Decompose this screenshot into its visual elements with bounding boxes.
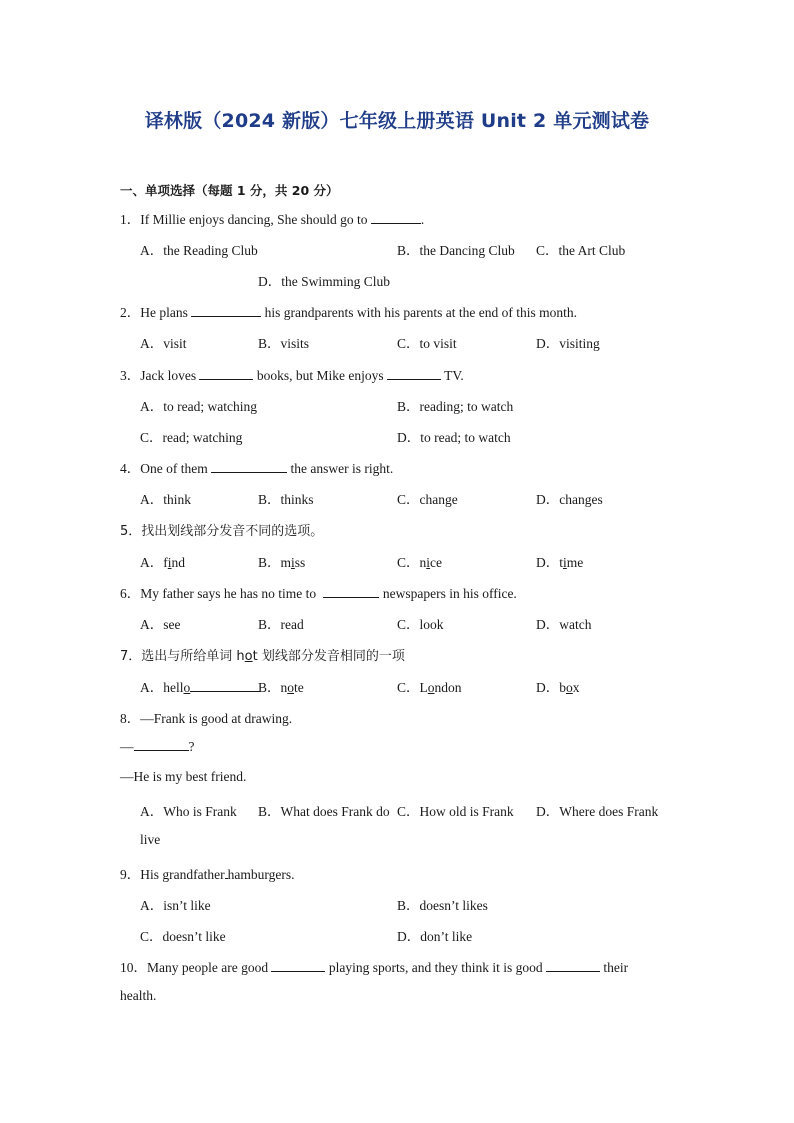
option-b: B．thinks (258, 492, 314, 507)
answer-blank (271, 959, 325, 972)
question-stem-end: his grandparents with his parents at the end of this month. (264, 305, 577, 320)
underline-rule (190, 680, 260, 692)
option-d: D．watch (536, 617, 592, 632)
option-a: A．to read; watching (140, 399, 257, 414)
question-stem: 6．My father says he has no time to (120, 586, 317, 601)
answer-blank (387, 367, 441, 380)
question-stem: 2．He plans (120, 305, 188, 320)
option-a: A．hello (140, 676, 260, 696)
page-title: 译林版（2024 新版）七年级上册英语 Unit 2 单元测试卷 (144, 110, 650, 132)
option-a: A．isn’t like (140, 898, 211, 913)
question-stem-end: their (603, 960, 629, 975)
punctuation: . (420, 212, 425, 227)
question-stem: 3．Jack loves (120, 368, 197, 383)
option-a: A．visit (140, 336, 187, 351)
answer-blank (323, 585, 379, 598)
option-c: C．the Art Club (536, 243, 626, 258)
dialogue-line: — ? (120, 739, 195, 754)
option-d: D．visiting (536, 336, 600, 351)
option-c: C．change (397, 492, 458, 507)
option-c: C．look (397, 617, 444, 632)
option-c: C．read; watching (140, 430, 243, 445)
question-6 (120, 582, 517, 602)
option-a: A．see (140, 617, 181, 632)
question-10 (120, 956, 628, 976)
option-d: D．box (536, 680, 580, 695)
question-5: 5．找出划线部分发音不同的选项。 (120, 524, 324, 539)
answer-blank (134, 738, 189, 751)
dialogue-line: —He is my best friend. (120, 769, 247, 784)
option-d-continued: live (140, 832, 161, 847)
question-stem-end: newspapers in his office. (382, 586, 517, 601)
option-b: B．visits (258, 336, 310, 351)
option-c: C．nice (397, 555, 443, 570)
option-b: B．miss (258, 555, 306, 570)
question-8: 8．—Frank is good at drawing. (120, 711, 293, 726)
option-d: D．Where does Frank (536, 804, 659, 819)
option-a: A．think (140, 492, 192, 507)
question-1 (120, 208, 424, 228)
question-7: 7．选出与所给单词 hot 划线部分发音相同的一项 (120, 649, 405, 664)
option-b: B．reading; to watch (397, 399, 514, 414)
answer-blank (191, 304, 261, 317)
option-b: B．What does Frank do (258, 804, 390, 819)
question-stem-middle: playing sports, and they think it is good (328, 960, 543, 975)
option-b: B．note (258, 680, 304, 695)
question-stem: 10．Many people are good (120, 960, 269, 975)
option-c: C．doesn’t like (140, 929, 226, 944)
option-d: D．the Swimming Club (258, 274, 391, 289)
question-4 (120, 457, 393, 477)
option-b: B．read (258, 617, 304, 632)
option-d: D．to read; to watch (397, 430, 511, 445)
option-b: B．doesn’t likes (397, 898, 488, 913)
question-stem-middle: books, but Mike enjoys (256, 368, 384, 383)
option-b: B．the Dancing Club (397, 243, 515, 258)
option-c: C．How old is Frank (397, 804, 514, 819)
question-9 (120, 863, 294, 883)
option-c: C．to visit (397, 336, 457, 351)
option-d: D．changes (536, 492, 603, 507)
option-d: D．don’t like (397, 929, 473, 944)
question-stem-end: hamburgers. (227, 867, 295, 882)
option-a: A．Who is Frank (140, 804, 237, 819)
answer-blank (211, 460, 287, 473)
option-a: A．the Reading Club (140, 243, 258, 258)
question-stem: 9．His grandfather (120, 867, 225, 882)
answer-blank (546, 959, 600, 972)
option-d: D．time (536, 555, 584, 570)
question-stem: 1．If Millie enjoys dancing, She should go to (120, 212, 368, 227)
answer-blank (371, 211, 421, 224)
question-stem-end: the answer is right. (290, 461, 394, 476)
section-heading: 一、单项选择（每题 1 分，共 20 分） (120, 183, 339, 198)
question-2 (120, 301, 577, 321)
question-10-continued: health. (120, 988, 157, 1003)
option-a: A．find (140, 555, 186, 570)
question-stem: 4．One of them (120, 461, 208, 476)
option-c: C．London (397, 680, 462, 695)
question-stem-end: TV. (444, 368, 464, 383)
answer-blank (199, 367, 253, 380)
question-3 (120, 364, 464, 384)
